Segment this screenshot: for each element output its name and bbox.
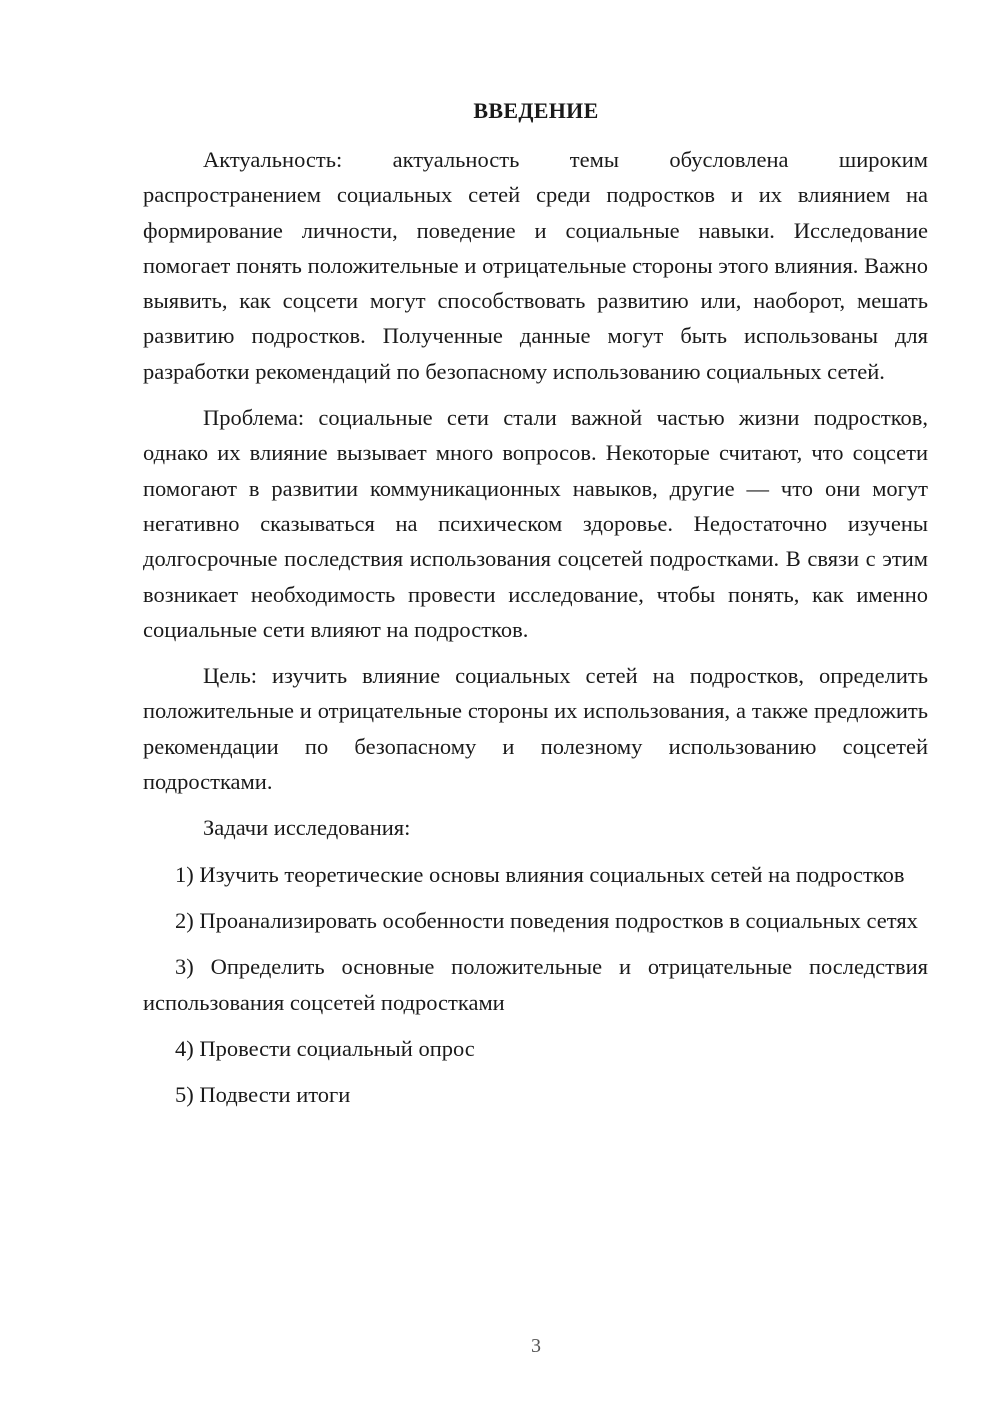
page-number: 3 — [531, 1335, 541, 1357]
relevance-paragraph: Актуальность: актуальность темы обусловлена широким распространением социальных сетей среди подростков и их влиянием на формирование личности, поведение и социальные навыки. Исследование помогает понять положительные и отрицательные стороны этого влияния. Важно выявить, как соцсети могут способствовать развитию или, наоборот, мешать развитию подростков. Полученные данные могут быть использованы для разработки рекомендаций по безопасному использованию социальных сетей. — [143, 147, 928, 384]
task-item: 3) Определить основные положительные и отрицательные последствия использования соцсетей подростками — [143, 954, 928, 1015]
goal-paragraph: Цель: изучить влияние социальных сетей на подростков, определить положительные и отрицательные стороны их использования, а также предложить рекомендации по безопасному и полезному использованию соцсетей подростками. — [143, 663, 928, 795]
task-item: 2) Проанализировать особенности поведения подростков в социальных сетях — [175, 907, 918, 933]
page-title: ВВЕДЕНИЕ — [473, 98, 599, 123]
tasks-heading: Задачи исследования: — [203, 815, 411, 841]
problem-paragraph: Проблема: социальные сети стали важной частью жизни подростков, однако их влияние вызывает много вопросов. Некоторые считают, что соцсети помогают в развитии коммуникационных навыков, другие — что они могут негативно сказываться на психическом здоровье. Недостаточно изучены долгосрочные последствия использования соцсетей подростками. В связи с этим возникает необходимость провести исследование, чтобы понять, как именно социальные сети влияют на подростков. — [143, 405, 928, 642]
task-item: 1) Изучить теоретические основы влияния социальных сетей на подростков — [175, 861, 905, 887]
task-item: 5) Подвести итоги — [175, 1082, 351, 1108]
document-body — [143, 142, 928, 1112]
task-item: 4) Провести социальный опрос — [175, 1035, 475, 1061]
